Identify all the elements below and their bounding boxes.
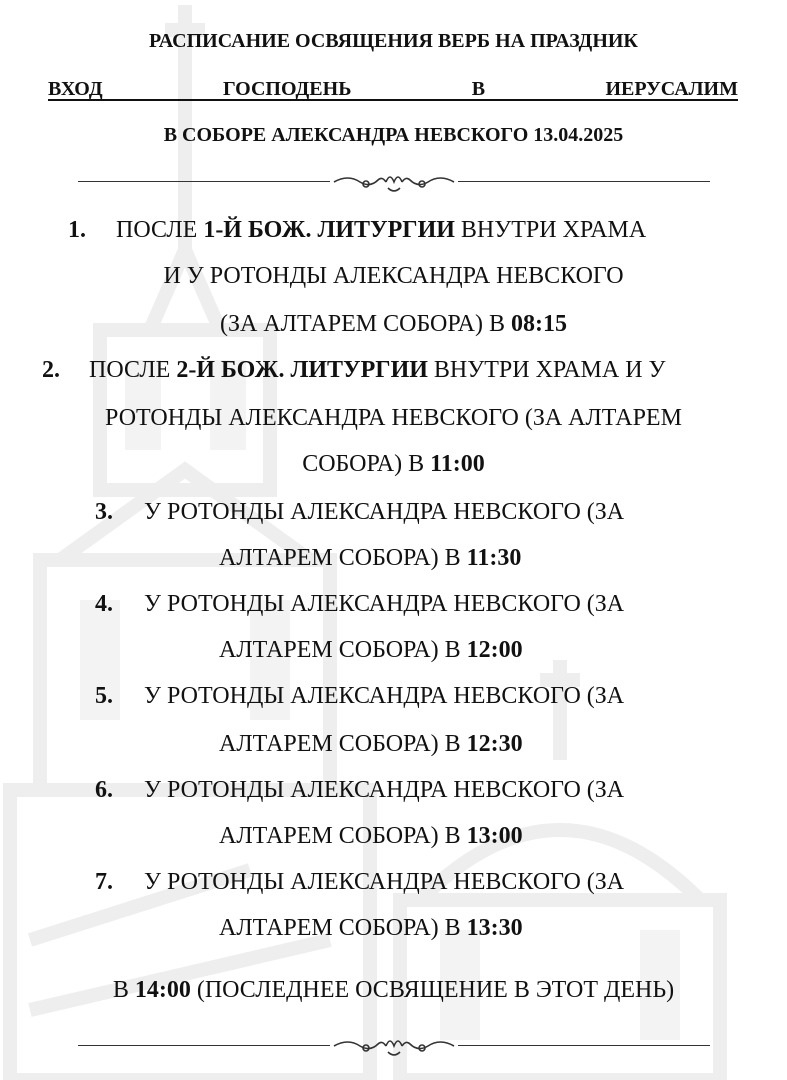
final-time: 14:00 bbox=[134, 977, 191, 1003]
item-2-time: 11:00 bbox=[430, 451, 485, 477]
item-5-line-2: АЛТАРЕМ СОБОРА) В 12:30 bbox=[219, 731, 523, 757]
item-2-line-3: СОБОРА) В 11:00 bbox=[302, 451, 485, 477]
item-5-number: 5. bbox=[95, 683, 113, 709]
item-2-number: 2. bbox=[42, 357, 60, 383]
item-4-number: 4. bbox=[95, 591, 113, 617]
item-7-line-1: У РОТОНДЫ АЛЕКСАНДРА НЕВСКОГО (ЗА bbox=[144, 869, 625, 895]
item-7-time: 13:30 bbox=[466, 915, 523, 941]
title-line-1: РАСПИСАНИЕ ОСВЯЩЕНИЯ ВЕРБ НА ПРАЗДНИК bbox=[149, 30, 638, 52]
item-2-line-1: ПОСЛЕ 2-Й БОЖ. ЛИТУРГИИ ВНУТРИ ХРАМА И У bbox=[89, 357, 666, 383]
item-5-line-1: У РОТОНДЫ АЛЕКСАНДРА НЕВСКОГО (ЗА bbox=[144, 683, 625, 709]
item-4-line-2: АЛТАРЕМ СОБОРА) В 12:00 bbox=[219, 637, 523, 663]
top-divider bbox=[78, 170, 710, 194]
item-4-line-1: У РОТОНДЫ АЛЕКСАНДРА НЕВСКОГО (ЗА bbox=[144, 591, 625, 617]
item-2-line-2: РОТОНДЫ АЛЕКСАНДРА НЕВСКОГО (ЗА АЛТАРЕМ bbox=[105, 405, 682, 431]
bottom-divider bbox=[78, 1034, 710, 1058]
item-5-time: 12:30 bbox=[466, 731, 523, 757]
item-6-line-1: У РОТОНДЫ АЛЕКСАНДРА НЕВСКОГО (ЗА bbox=[144, 777, 625, 803]
ornament-flourish-icon bbox=[330, 1034, 458, 1058]
item-1-time: 08:15 bbox=[511, 311, 567, 337]
item-7-number: 7. bbox=[95, 869, 113, 895]
final-note: В 14:00 (ПОСЛЕДНЕЕ ОСВЯЩЕНИЕ В ЭТОТ ДЕНЬ) bbox=[112, 977, 675, 1003]
title-line-2: ВХОД ГОСПОДЕНЬ В ИЕРУСАЛИМ bbox=[48, 78, 738, 100]
item-3-number: 3. bbox=[95, 499, 113, 525]
item-3-time: 11:30 bbox=[466, 545, 522, 571]
item-1-line-2: И У РОТОНДЫ АЛЕКСАНДРА НЕВСКОГО bbox=[163, 263, 624, 289]
title-line-3: В СОБОРЕ АЛЕКСАНДРА НЕВСКОГО 13.04.2025 bbox=[163, 124, 624, 146]
item-3-line-2: АЛТАРЕМ СОБОРА) В 11:30 bbox=[219, 545, 522, 571]
item-1-line-1: ПОСЛЕ 1-Й БОЖ. ЛИТУРГИИ ВНУТРИ ХРАМА bbox=[116, 217, 647, 243]
item-3-line-1: У РОТОНДЫ АЛЕКСАНДРА НЕВСКОГО (ЗА bbox=[144, 499, 625, 525]
item-1-number: 1. bbox=[68, 217, 86, 243]
item-6-number: 6. bbox=[95, 777, 113, 803]
ornament-flourish-icon bbox=[330, 170, 458, 194]
item-6-line-2: АЛТАРЕМ СОБОРА) В 13:00 bbox=[219, 823, 523, 849]
item-6-time: 13:00 bbox=[466, 823, 523, 849]
item-4-time: 12:00 bbox=[466, 637, 523, 663]
item-7-line-2: АЛТАРЕМ СОБОРА) В 13:30 bbox=[219, 915, 523, 941]
item-1-line-3: (ЗА АЛТАРЕМ СОБОРА) В 08:15 bbox=[220, 311, 567, 337]
